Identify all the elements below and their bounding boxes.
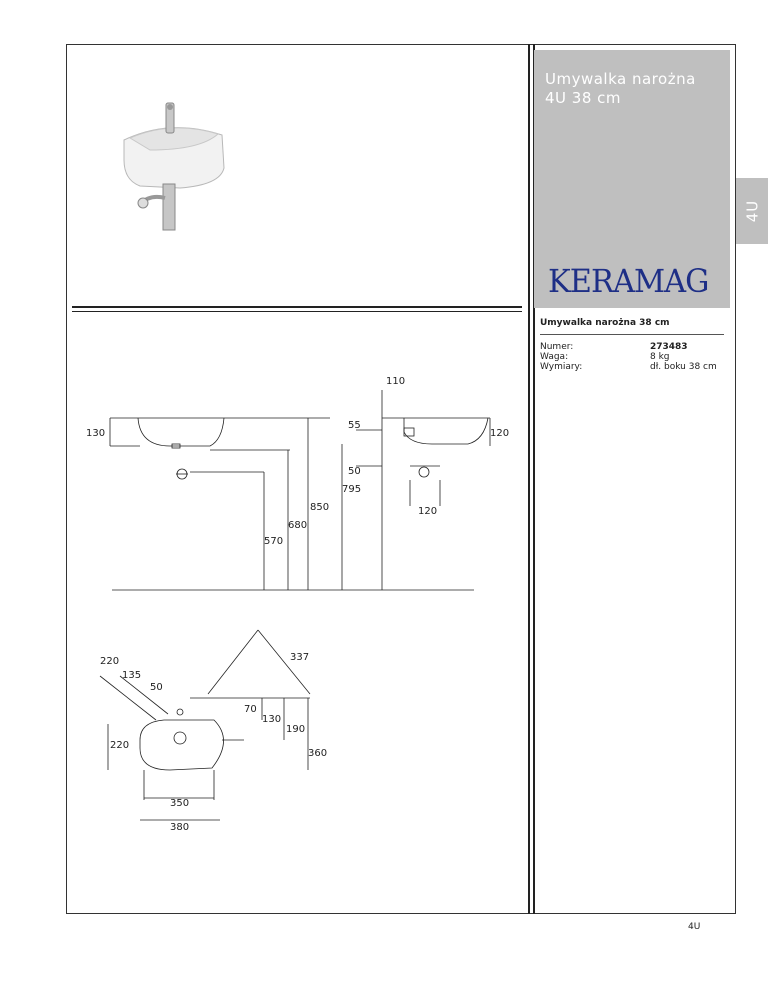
product-title-line2: 4U 38 cm [545, 89, 622, 107]
spec-value: 273483 [650, 342, 688, 352]
dim-side-795: 795 [342, 484, 362, 495]
dim-front-130: 130 [86, 428, 106, 439]
dim-side-110: 110 [386, 376, 406, 387]
dim-top-50: 50 [150, 682, 163, 693]
dim-top-220b: 220 [110, 740, 130, 751]
dim-side-50: 50 [348, 466, 361, 477]
section-tab-label: 4U [743, 199, 761, 223]
spec-label: Wymiary: [540, 362, 583, 372]
dim-top-135: 135 [122, 670, 142, 681]
dim-top-360: 360 [308, 748, 328, 759]
front-view [110, 418, 474, 590]
dim-top-380: 380 [170, 822, 190, 833]
dim-front-850: 850 [310, 502, 330, 513]
brand-logo: KERAMAG [548, 262, 709, 300]
dim-top-130: 130 [262, 714, 282, 725]
spec-value: dł. boku 38 cm [650, 362, 717, 372]
spec-heading: Umywalka narożna 38 cm [540, 318, 670, 328]
dim-top-220: 220 [100, 656, 120, 667]
spec-label: Waga: [540, 352, 569, 362]
spec-label: Numer: [540, 342, 574, 352]
dim-front-570: 570 [264, 536, 284, 547]
dim-top-350: 350 [170, 798, 190, 809]
spec-value: 8 kg [650, 352, 670, 362]
dim-top-190: 190 [286, 724, 306, 735]
product-title-line1: Umywalka narożna [545, 70, 696, 88]
dim-side-55: 55 [348, 420, 361, 431]
top-view [100, 630, 310, 820]
dim-side-120b: 120 [418, 506, 438, 517]
dim-top-70: 70 [244, 704, 257, 715]
product-photo [124, 103, 224, 230]
dim-front-680: 680 [288, 520, 308, 531]
page-number: 4U [688, 922, 701, 932]
side-view [342, 390, 490, 590]
dim-side-120: 120 [490, 428, 510, 439]
dim-top-337: 337 [290, 652, 310, 663]
